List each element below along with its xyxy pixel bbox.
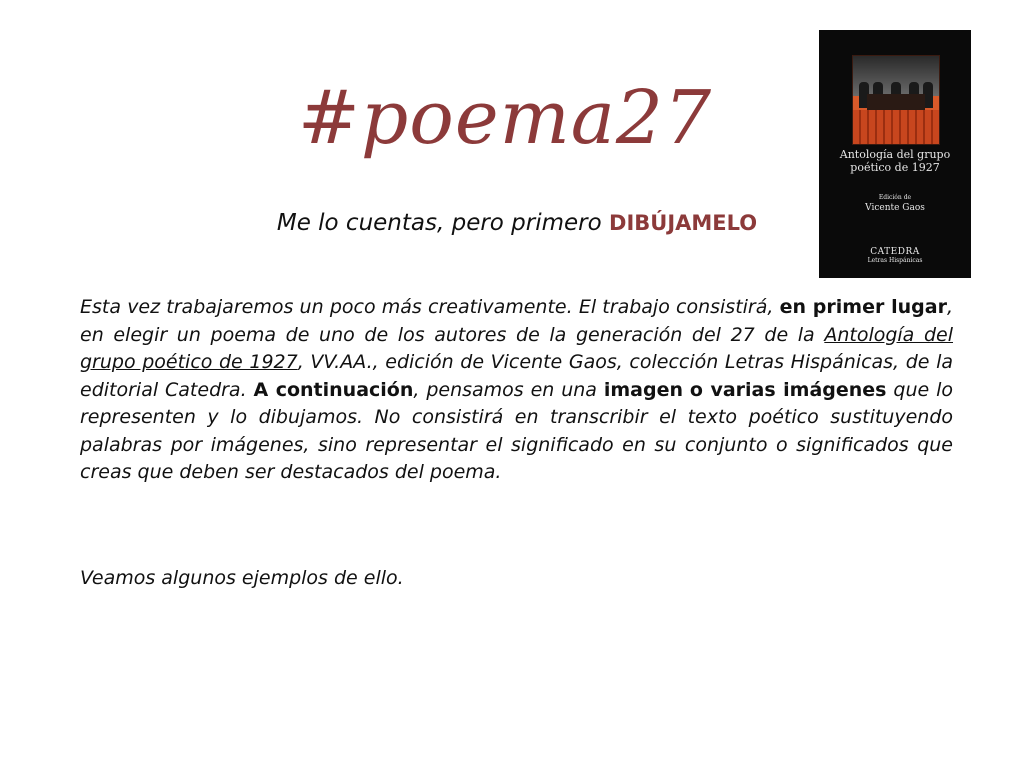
book-title — [819, 148, 971, 174]
text-run: que lo representen y lo dibujamos. No consistirá en transcribir el texto poético sustituyendo palabras por imágenes, sino representar el significado en su conjunto o significados que creas que deben ser destacados del poema. — [80, 378, 953, 483]
slide-title: #poema27 — [297, 75, 713, 161]
bold-run: en primer lugar — [779, 296, 947, 318]
text-run: Esta vez trabajaremos un poco más creativamente. El trabajo consistirá, — [80, 296, 780, 318]
bold-run: imagen — [603, 378, 684, 401]
text-run: , pensamos en una — [413, 378, 604, 401]
subtitle-accent: DIBÚJAMELO — [609, 211, 758, 235]
book-title-line1: Antología del grupo — [839, 148, 951, 161]
book-edition — [819, 194, 971, 213]
book-collection: Letras Hispánicas — [867, 257, 923, 264]
text-run: , en elegir un poema de uno de los autores de la generación del 27 de la — [80, 296, 953, 346]
book-editor: Vicente Gaos — [865, 203, 925, 213]
book-publisher — [819, 247, 971, 264]
bold-run: A continuación — [253, 378, 414, 401]
cover-photo — [852, 55, 940, 145]
body-paragraph — [80, 294, 953, 487]
book-title-line2: poético de 1927 — [850, 161, 940, 174]
book-publisher-name: CATEDRA — [870, 247, 920, 257]
closing-line: Veamos algunos ejemplos de ello. — [80, 567, 404, 589]
text-run: , VV.AA., edición de Vicente Gaos, colección Letras Hispánicas, de la editorial Catedra. — [80, 351, 953, 401]
book-edition-label: Edición de — [878, 194, 912, 201]
subtitle-text: Me lo cuentas, pero primero — [276, 210, 610, 236]
bold-run: o varias imágenes — [689, 378, 887, 401]
text-run — [683, 379, 690, 401]
book-title-reference: Antología del grupo poético de 1927 — [80, 323, 953, 373]
book-cover-image — [819, 30, 971, 278]
